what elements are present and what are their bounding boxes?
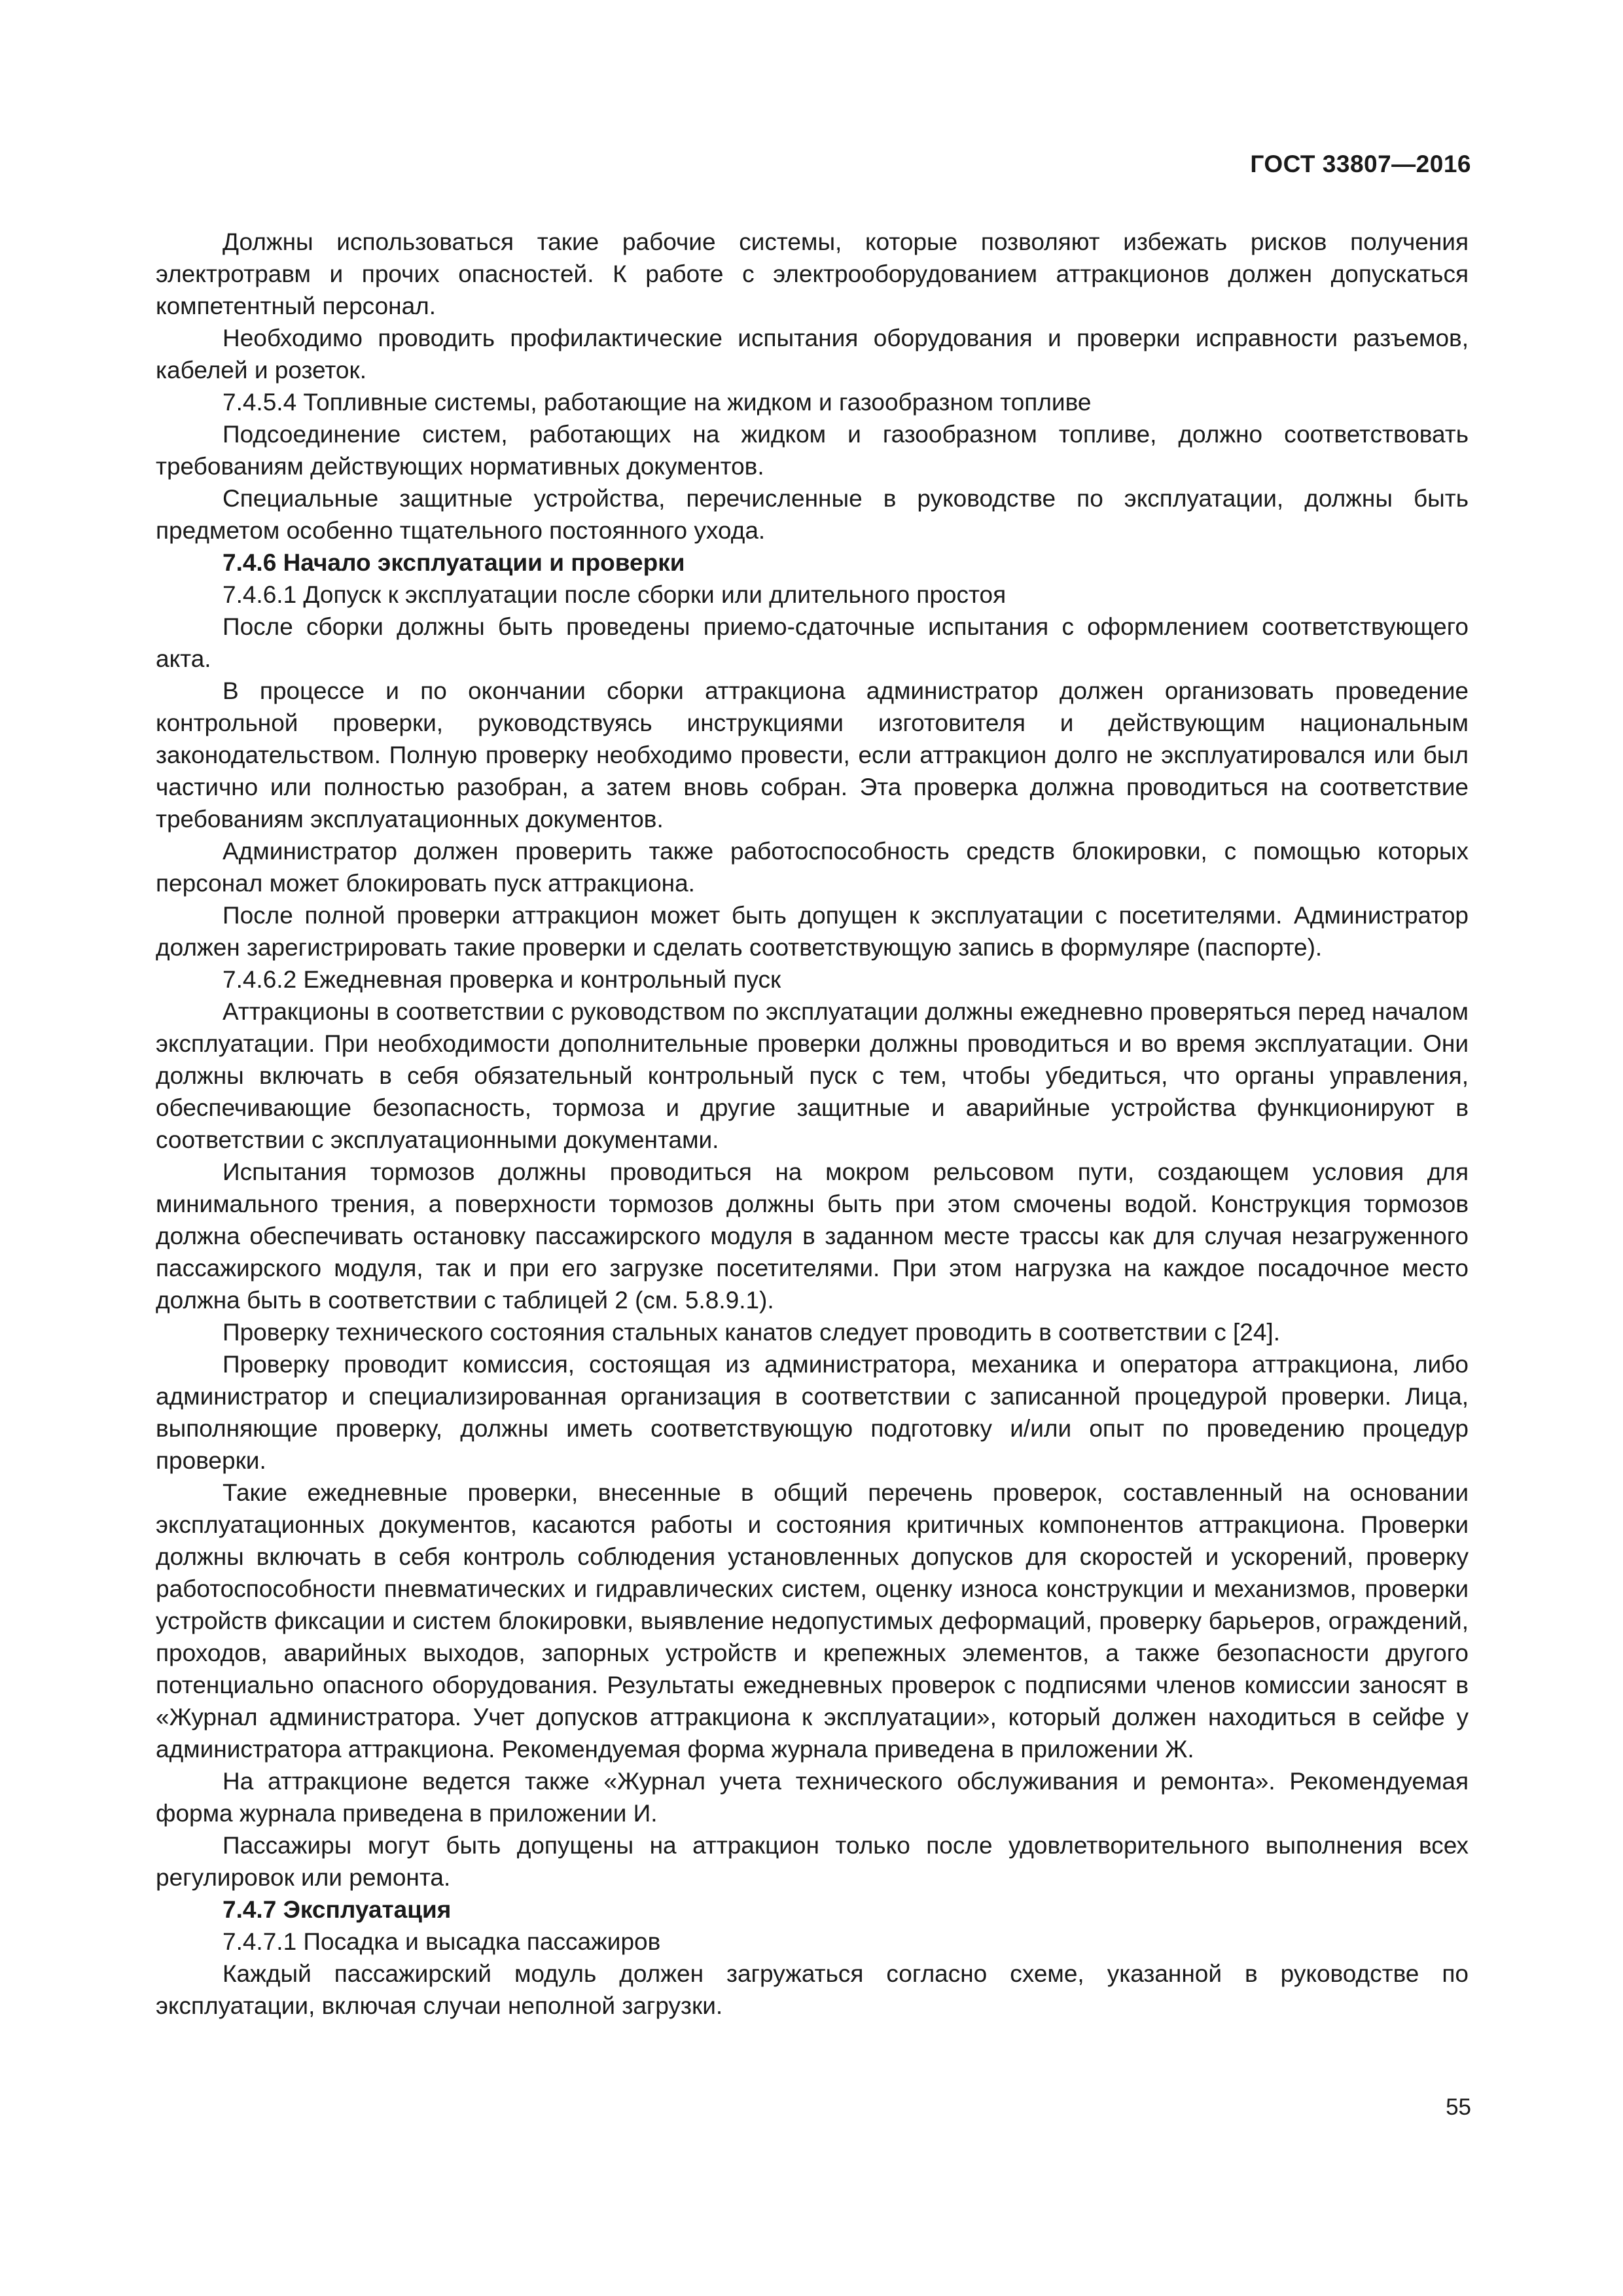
document-body bbox=[156, 226, 1469, 2022]
paragraph: Администратор должен проверить также работоспособность средств блокировки, с помощью которых персонал может блокировать пуск аттракциона. bbox=[156, 838, 1469, 897]
page-number: 55 bbox=[1446, 2094, 1471, 2120]
paragraph: Проверку проводит комиссия, состоящая из администратора, механика и оператора аттракциона, либо администратор и специализированная организация в соответствии с записанной процедурой проверки. Лица, выполняющие проверку, должны иметь соответствующую подготовку и/или опыт по проведению процедур проверки. bbox=[156, 1351, 1469, 1474]
document-standard-id: ГОСТ 33807—2016 bbox=[1250, 151, 1471, 177]
paragraph: Проверку технического состояния стальных канатов следует проводить в соответствии с [24]. bbox=[223, 1319, 1280, 1346]
subsection-title: 7.4.6.1 Допуск к эксплуатации после сборки или длительного простоя bbox=[223, 581, 1007, 608]
section-heading: 7.4.7 Эксплуатация bbox=[223, 1896, 452, 1923]
paragraph: Испытания тормозов должны проводиться на мокром рельсовом пути, создающем условия для минимального трения, а поверхности тормозов должны быть при этом смочены водой. Конструкция тормозов должна обеспечивать остановку пассажирского модуля в заданном месте трассы как для случая незагруженного пассажирского модуля, так и при его загрузке посетителями. При этом нагрузка на каждое посадочное место должна быть в соответствии с таблицей 2 (см. 5.8.9.1). bbox=[156, 1158, 1469, 1314]
paragraph: Каждый пассажирский модуль должен загружаться согласно схеме, указанной в руководстве по эксплуатации, включая случаи неполной загрузки. bbox=[156, 1960, 1469, 2019]
subsection-title: 7.4.6.2 Ежедневная проверка и контрольный пуск bbox=[223, 966, 781, 993]
paragraph: На аттракционе ведется также «Журнал учета технического обслуживания и ремонта». Рекомендуемая форма журнала приведена в приложении И. bbox=[156, 1768, 1469, 1827]
paragraph: В процессе и по окончании сборки аттракциона администратор должен организовать проведение контрольной проверки, руководствуясь инструкциями изготовителя и действующим национальным законодательством. Полную проверку необходимо провести, если аттракцион долго не эксплуатировался или был частично или полностью разобран, а затем вновь собран. Эта проверка должна проводиться на соответствие требованиям эксплуатационных документов. bbox=[156, 677, 1469, 833]
paragraph: Необходимо проводить профилактические испытания оборудования и проверки исправности разъемов, кабелей и розеток. bbox=[156, 325, 1469, 384]
paragraph: Такие ежедневные проверки, внесенные в общий перечень проверок, составленный на основании эксплуатационных документов, касаются работы и состояния критичных компонентов аттракциона. Проверки должны включать в себя контроль соблюдения установленных допусков для скоростей и ускорений, проверку работоспособности пневматических и гидравлических систем, оценку износа конструкции и механизмов, проверки устройств фиксации и систем блокировки, выявление недопустимых деформаций, проверку барьеров, ограждений, проходов, аварийных выходов, запорных устройств и крепежных элементов, а также безопасности другого потенциально опасного оборудования. Результаты ежедневных проверок с подписями членов комиссии заносят в «Журнал администратора. Учет допусков аттракциона к эксплуатации», который должен находиться в сейфе у администратора аттракциона. Рекомендуемая форма журнала приведена в приложении Ж. bbox=[156, 1479, 1469, 1763]
paragraph: После сборки должны быть проведены приемо-сдаточные испытания с оформлением соответствующего акта. bbox=[156, 613, 1469, 672]
paragraph: Специальные защитные устройства, перечисленные в руководстве по эксплуатации, должны быть предметом особенно тщательного постоянного ухода. bbox=[156, 485, 1469, 544]
paragraph: Должны использоваться такие рабочие системы, которые позволяют избежать рисков получения электротравм и прочих опасностей. К работе с электрооборудованием аттракционов должен допускаться компетентный персонал. bbox=[156, 228, 1469, 319]
paragraph: Аттракционы в соответствии с руководством по эксплуатации должны ежедневно проверяться перед началом эксплуатации. При необходимости дополнительные проверки должны проводиться и во время эксплуатации. Они должны включать в себя обязательный контрольный пуск с тем, чтобы убедиться, что органы управления, обеспечивающие безопасность, тормоза и другие защитные и аварийные устройства функционируют в соответствии с эксплуатационными документами. bbox=[156, 998, 1469, 1153]
paragraph: После полной проверки аттракцион может быть допущен к эксплуатации с посетителями. Администратор должен зарегистрировать такие проверки и сделать соответствующую запись в формуляре (паспорте). bbox=[156, 902, 1469, 961]
section-heading: 7.4.6 Начало эксплуатации и проверки bbox=[223, 549, 685, 576]
subsection-title: 7.4.7.1 Посадка и высадка пассажиров bbox=[223, 1928, 661, 1955]
paragraph: Пассажиры могут быть допущены на аттракцион только после удовлетворительного выполнения всех регулировок или ремонта. bbox=[156, 1832, 1469, 1891]
paragraph: Подсоединение систем, работающих на жидком и газообразном топливе, должно соответствовать требованиям действующих нормативных документов. bbox=[156, 421, 1469, 480]
subsection-title: 7.4.5.4 Топливные системы, работающие на жидком и газообразном топливе bbox=[223, 389, 1092, 416]
